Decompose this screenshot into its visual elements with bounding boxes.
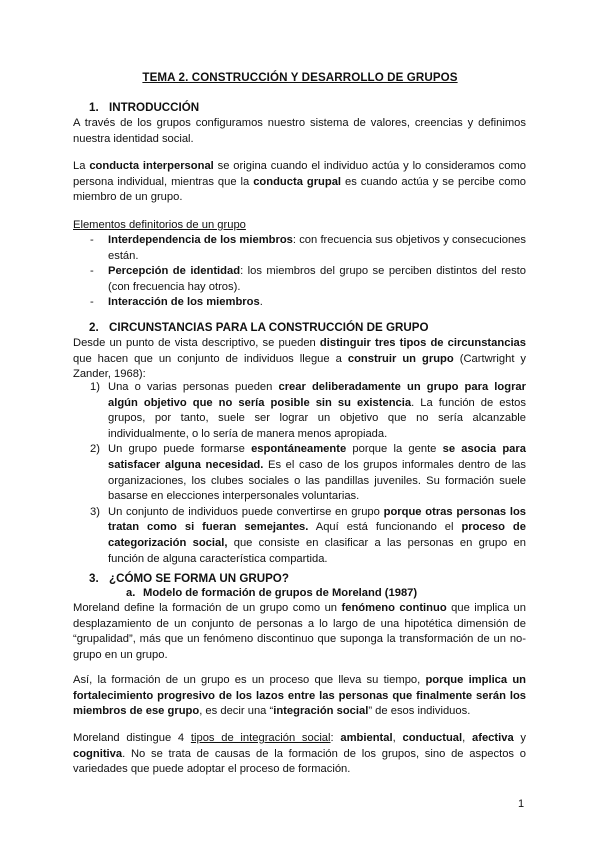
section-title: INTRODUCCIÓN [109, 101, 200, 114]
section-number: 2. [89, 321, 99, 334]
intro-text: A través de los grupos configuramos nuestro sistema de valores, creencias y definimos nuestra identidad social. [73, 117, 526, 145]
list-item: 1) Una o varias personas pueden crear deliberadamente un grupo para lograr algún objetivo que no sería posible sin su existencia. La función de estos grupos, por tanto, suele ser lograr un objetivo que no sería alcanzable individualmente, o lo sería de manera menos apropiada. [90, 381, 526, 440]
dash-bullet: - [90, 265, 94, 278]
list-item: 3) Un conjunto de individuos puede convertirse en grupo porque otras personas los tratan como si fueran semejantes. Aquí está funcionando el proceso de categorización social, que consiste en clasificar a las personas en grupo en función de alguna característica compartida. [90, 505, 527, 565]
list-item: - Interacción de los miembros. [90, 295, 526, 311]
list-item: - Percepción de identidad: los miembros del grupo se perciben distintos del resto (con frecuencia hay otros). [90, 265, 527, 293]
moreland-paragraph-2: Así, la formación de un grupo es un proceso que lleva su tiempo, porque implica un fortalecimiento progresivo de los lazos entre las personas que finalmente serán los miembros de ese grupo, es decir una “integración social” de esos individuos. [73, 674, 526, 718]
section-2-heading [89, 320, 428, 336]
dash-bullet: - [90, 234, 94, 246]
subsection-heading [126, 586, 417, 602]
section-1-heading [89, 100, 199, 116]
list-marker: 3) [90, 505, 100, 518]
elements-heading: Elementos definitorios de un grupo [73, 219, 246, 231]
page-number: 1 [518, 798, 525, 810]
section-title: ¿CÓMO SE FORMA UN GRUPO? [109, 572, 289, 585]
subsection-title: Modelo de formación de grupos de Moreland (1987) [143, 587, 418, 599]
circumstances-intro: Desde un punto de vista descriptivo, se pueden distinguir tres tipos de circunstancias que hacen que un conjunto de individuos llegue a construir un grupo (Cartwright y Zander, 1968): [73, 337, 527, 381]
intro-paragraph [73, 116, 526, 147]
moreland-paragraph-3: Moreland distingue 4 tipos de integración social: ambiental, conductual, afectiva y cognitiva. No se trata de causas de la formación de los grupos, sino de aspectos o variedades que puede adoptar el proceso de formación. [73, 732, 527, 776]
circumstances-list [90, 380, 526, 567]
section-3-heading [89, 571, 289, 587]
list-item: 2) Un grupo puede formarse espontáneamente porque la gente se asocia para satisfacer alguna necesidad. Es el caso de los grupos informales dentro de las organizaciones, los clubes sociales o las pandillas juveniles. Su formación suele basarse en elecciones interpersonales voluntarias. [90, 443, 526, 503]
subsection-number: a. [126, 587, 136, 599]
section-number: 3. [89, 572, 99, 585]
list-marker: 1) [90, 381, 100, 393]
section-title: CIRCUNSTANCIAS PARA LA CONSTRUCCIÓN DE GRUPO [109, 321, 429, 334]
conduct-text: La conducta interpersonal se origina cuando el individuo actúa y lo consideramos como persona individual, mientras que la conducta grupal es cuando actúa y se percibe como miembro de un grupo. [73, 160, 526, 204]
conduct-paragraph [73, 159, 526, 206]
elements-list [90, 233, 526, 311]
list-item: - Interdependencia de los miembros: con frecuencia sus objetivos y consecuciones están. [90, 234, 526, 262]
document-title: TEMA 2. CONSTRUCCIÓN Y DESARROLLO DE GRUPOS [142, 71, 458, 84]
moreland-paragraph-1: Moreland define la formación de un grupo como un fenómeno continuo que implica un desplazamiento de un conjunto de personas a lo largo de una hipotética dimensión de “grupalidad”, más que un fenómeno discontinuo que suponga la transformación de un no-grupo en un grupo. [73, 602, 526, 661]
section-number: 1. [89, 101, 99, 114]
list-marker: 2) [90, 443, 100, 456]
dash-bullet: - [90, 296, 94, 309]
